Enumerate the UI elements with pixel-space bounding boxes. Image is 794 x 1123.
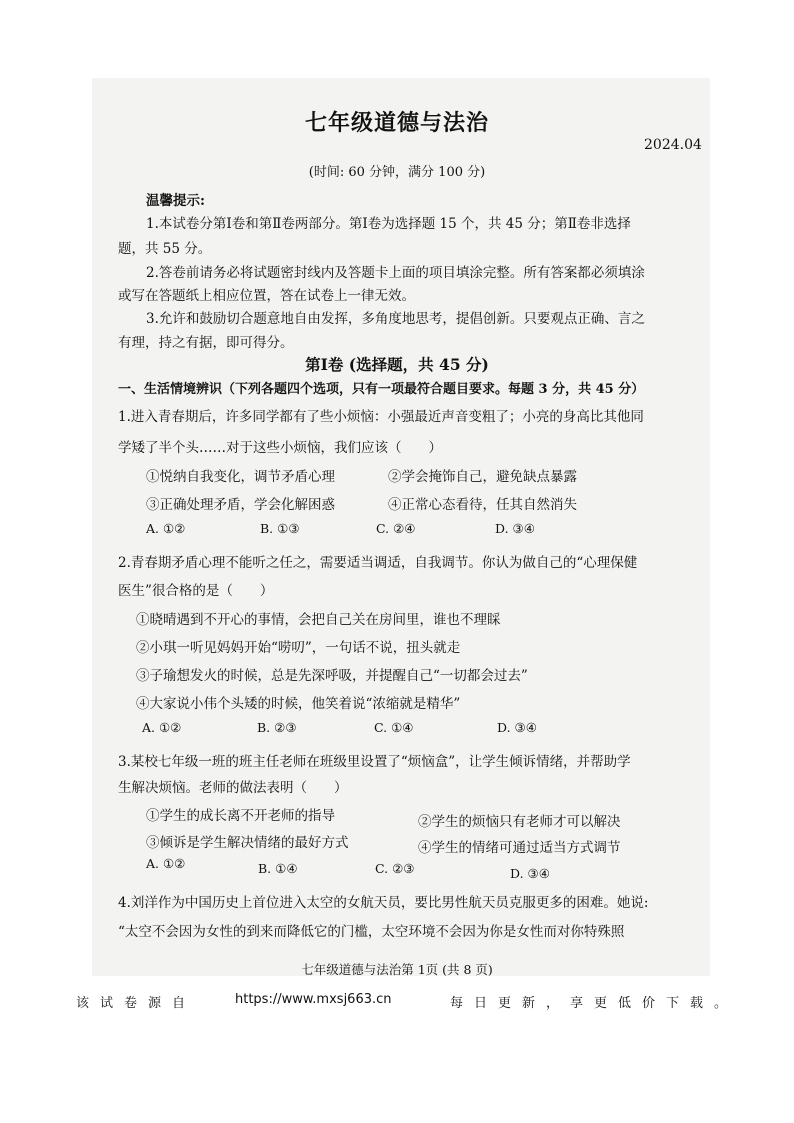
q1-statement-1: ①悦纳自我变化，调节矛盾心理 [146, 469, 335, 485]
q1-statement-2: ②学会掩饰自己，避免缺点暴露 [388, 469, 577, 485]
q3-option-b: B. ①④ [258, 861, 298, 876]
tips-heading: 温馨提示: [146, 193, 205, 209]
q4-stem-b: “太空不会因为女性的到来而降低它的门槛，太空环境不会因为你是女性而对你特殊照 [118, 924, 625, 940]
exam-title: 七年级道德与法治 [304, 110, 489, 136]
q1-stem-b: 学矮了半个头……对于这些小烦恼，我们应该（ ） [118, 440, 442, 456]
time-info: (时间: 60 分钟，满分 100 分) [308, 165, 486, 180]
tip-3-line-a: 3.允许和鼓励切合题意地自由发挥，多角度地思考，提倡创新。只要观点正确、言之 [146, 311, 645, 327]
q2-option-b: B. ②③ [257, 720, 297, 735]
q2-stem-a: 2.青春期矛盾心理不能听之任之，需要适当调适，自我调节。你认为做自己的“心理保健 [118, 555, 638, 571]
q2-statement-2: ②小琪一听见妈妈开始“唠叨”，一句话不说，扭头就走 [136, 640, 461, 656]
q3-statement-2: ②学生的烦恼只有老师才可以解决 [418, 814, 621, 830]
q3-statement-1: ①学生的成长离不开老师的指导 [146, 808, 335, 824]
tip-1-line-a: 1.本试卷分第Ⅰ卷和第Ⅱ卷两部分。第Ⅰ卷为选择题 15 个，共 45 分；第Ⅱ卷非选择 [146, 216, 631, 232]
q1-option-c: C. ②④ [376, 521, 416, 536]
tip-2-line-a: 2.答卷前请务必将试题密封线内及答题卡上面的项目填涂完整。所有答案都必须填涂 [146, 265, 645, 281]
q1-statement-3: ③正确处理矛盾，学会化解困惑 [146, 497, 335, 513]
q1-stem-a: 1.进入青春期后，许多同学都有了些小烦恼：小强最近声音变粗了；小亮的身高比其他同 [118, 409, 644, 425]
tip-3-line-b: 有理，持之有据，即可得分。 [118, 335, 294, 351]
q3-statement-3: ③倾诉是学生解决情绪的最好方式 [146, 835, 349, 851]
q1-statement-4: ④正常心态看待，任其自然消失 [388, 497, 577, 513]
q2-statement-1: ①晓晴遇到不开心的事情，会把自己关在房间里，谁也不理睬 [136, 612, 501, 628]
q3-stem-a: 3.某校七年级一班的班主任老师在班级里设置了“烦恼盒”，让学生倾诉情绪，并帮助学 [118, 754, 631, 770]
part-1-title: 一、生活情境辨识（下列各题四个选项，只有一项最符合题目要求。每题 3 分，共 45 分） [118, 382, 645, 397]
source-url[interactable]: https://www.mxsj663.cn [235, 992, 392, 1007]
q2-statement-3: ③子瑜想发火的时候，总是先深呼吸，并提醒自己“一切都会过去” [136, 668, 528, 684]
q3-statement-4: ④学生的情绪可通过适当方式调节 [418, 840, 621, 856]
q2-stem-b: 医生”很合格的是（ ） [118, 583, 274, 599]
q2-option-a: A. ①② [142, 720, 182, 735]
q3-option-c: C. ②③ [375, 861, 415, 876]
q3-option-d: D. ③④ [510, 866, 550, 881]
exam-date: 2024.04 [644, 137, 702, 153]
q3-stem-b: 生解决烦恼。老师的做法表明（ ） [118, 780, 348, 796]
section-1-title: 第Ⅰ卷 (选择题，共 45 分) [305, 355, 489, 374]
tip-2-line-b: 或写在答题纸上相应位置，答在试卷上一律无效。 [118, 288, 415, 304]
q2-option-c: C. ①④ [374, 720, 414, 735]
q3-option-a: A. ①② [146, 856, 186, 871]
source-text-left: 该试卷源自 [76, 996, 197, 1011]
q1-option-a: A. ①② [146, 521, 186, 536]
tip-1-line-b: 题，共 55 分。 [118, 241, 212, 257]
q4-stem-a: 4.刘洋作为中国历史上首位进入太空的女航天员，要比男性航天员克服更多的困难。她说: [118, 895, 649, 911]
page-number-footer: 七年级道德与法治第 1页 (共 8 页) [301, 962, 493, 977]
q1-option-d: D. ③④ [495, 521, 535, 536]
q2-statement-4: ④大家说小伟个头矮的时候，他笑着说“浓缩就是精华” [136, 696, 461, 712]
source-text-right: 每日更新，享更低价下载。 [450, 996, 739, 1011]
q2-option-d: D. ③④ [497, 720, 537, 735]
q1-option-b: B. ①③ [260, 521, 300, 536]
